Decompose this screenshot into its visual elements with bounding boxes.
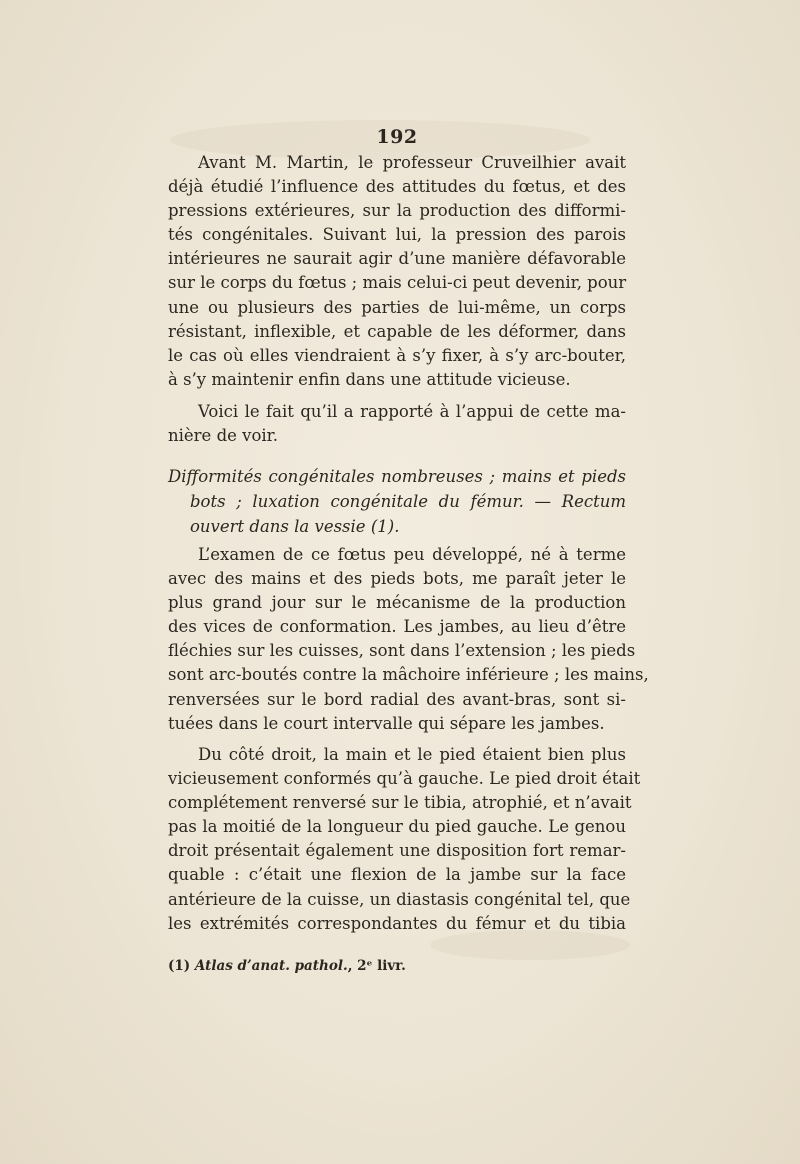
text-line: complétement renversé sur le tibia, atrophié, et n’avait — [168, 793, 632, 813]
text-line: des vices de conformation. Les jambes, au lieu d’être — [168, 617, 626, 637]
footnote-marker: (1) — [168, 958, 191, 974]
text-line: pas la moitié de la longueur du pied gauche. Le genou — [168, 817, 626, 837]
text-line: droit présentait également une disposition fort remar- — [168, 841, 626, 861]
text-line: plus grand jour sur le mécanisme de la production — [168, 593, 626, 613]
text-line: vicieusement conformés qu’à gauche. Le pied droit était — [168, 769, 641, 789]
footnote-suffix: , 2ᵉ livr. — [347, 958, 406, 974]
paragraph-3 — [168, 543, 649, 736]
text-line: avec des mains et des pieds bots, me paraît jeter le — [168, 569, 626, 589]
paragraph-4 — [168, 743, 641, 936]
text-line: tuées dans le court intervalle qui sépare les jambes. — [168, 713, 605, 733]
text-line: une ou plusieurs des parties de lui-même, un corps — [168, 297, 626, 317]
text-line: intérieures ne saurait agir d’une manière défavorable — [168, 249, 626, 269]
page-number: 192 — [376, 126, 418, 148]
text-line: Avant M. Martin, le professeur Cruveilhier avait — [198, 153, 626, 172]
text-line: à s’y maintenir enfin dans une attitude vicieuse. — [168, 369, 571, 389]
case-heading — [168, 464, 626, 539]
text-line: sont arc-boutés contre la mâchoire inférieure ; les mains, — [168, 665, 649, 685]
paragraph-1 — [168, 151, 626, 392]
text-line: renversées sur le bord radial des avant-bras, sont si- — [168, 689, 626, 709]
text-line: nière de voir. — [168, 426, 278, 446]
text-line: antérieure de la cuisse, un diastasis congénital tel, que — [168, 889, 631, 909]
text-line: Voici le fait qu’il a rapporté à l’appui de cette ma- — [198, 402, 626, 421]
text-line: les extrémités correspondantes du fémur et du tibia — [168, 913, 626, 933]
text-line: sur le corps du fœtus ; mais celui-ci peut devenir, pour — [168, 273, 627, 293]
text-line: déjà étudié l’influence des attitudes du fœtus, et des — [168, 177, 626, 197]
text-line: tés congénitales. Suivant lui, la pression des parois — [168, 225, 626, 245]
text-line: le cas où elles viendraient à s’y fixer, à s’y arc-bouter, — [168, 345, 626, 365]
heading-line: Difformités congénitales nombreuses ; mains et pieds — [168, 467, 626, 486]
text-line: pressions extérieures, sur la production des difformi- — [168, 201, 626, 221]
text-line: résistant, inflexible, et capable de les déformer, dans — [168, 321, 626, 341]
footnote-title: Atlas d’anat. pathol. — [194, 958, 348, 974]
text-line: quable : c’était une flexion de la jambe sur la face — [168, 865, 626, 885]
text-line: Du côté droit, la main et le pied étaient bien plus — [198, 745, 626, 764]
text-line: fléchies sur les cuisses, sont dans l’extension ; les pieds — [168, 641, 636, 661]
footnote — [168, 958, 406, 974]
text-line: L’examen de ce fœtus peu développé, né à terme — [198, 545, 626, 564]
heading-line: bots ; luxation congénitale du fémur. — Rectum — [190, 492, 626, 511]
paragraph-2 — [168, 400, 626, 448]
heading-line: ouvert dans la vessie (1). — [190, 517, 400, 536]
